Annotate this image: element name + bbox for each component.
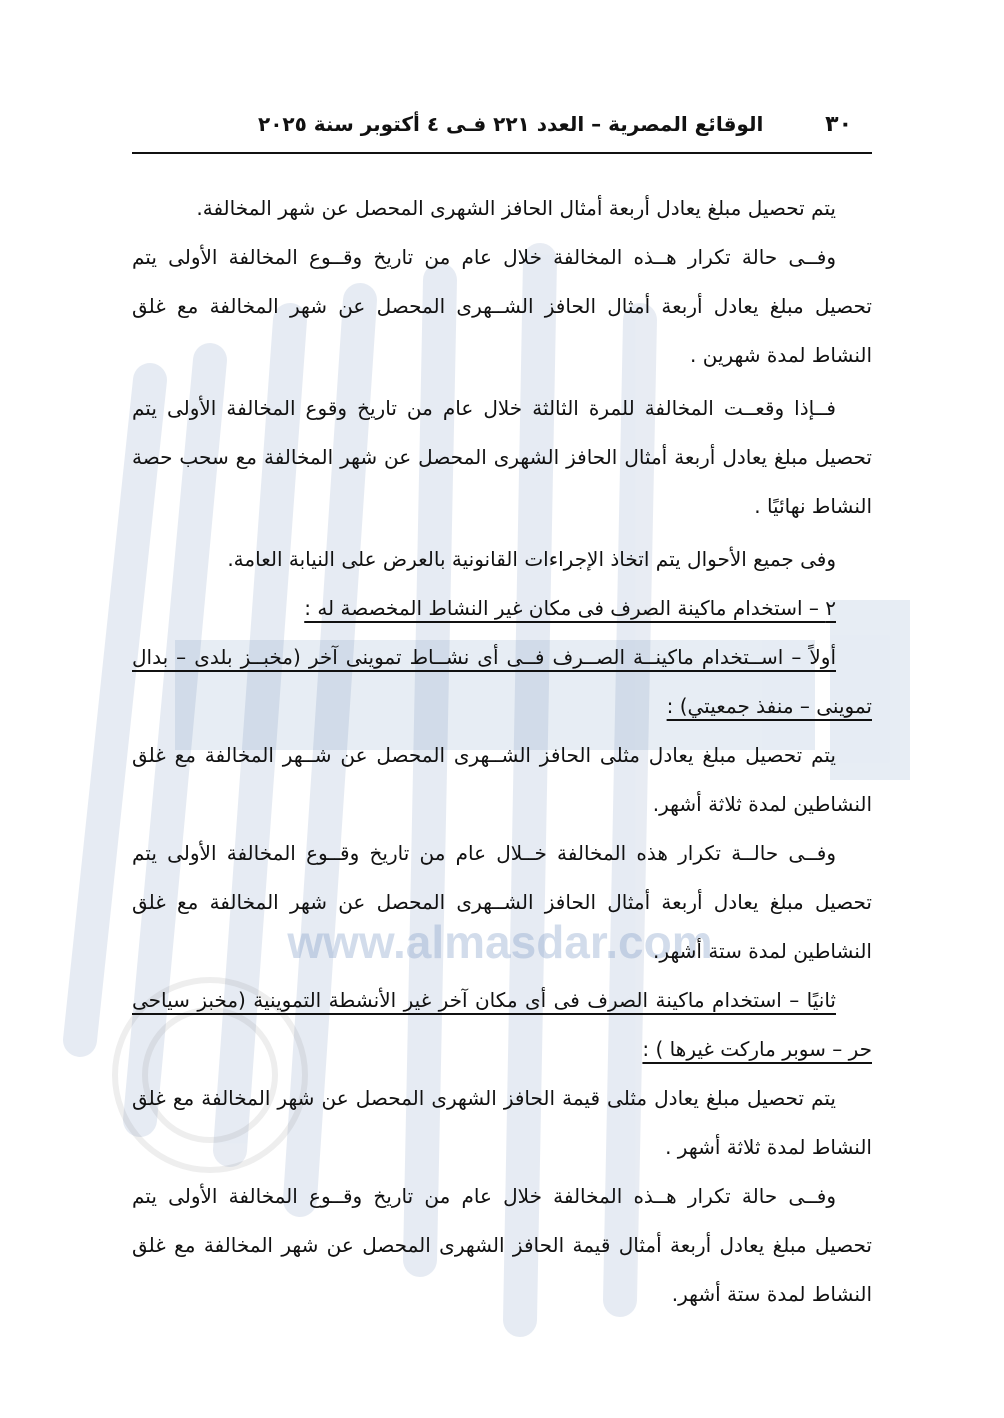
paragraph: يتم تحصيل مبلغ يعادل مثلى قيمة الحافز الشهرى المحصل عن شهر المخالفة مع غلق النشاط لمدة ثلاثة أشهر . <box>132 1086 872 1159</box>
paragraph: وفــى حالة تكرار هــذه المخالفة خلال عام من تاريخ وقــوع المخالفة الأولى يتم تحصيل مبلغ يعادل أربعة أمثال قيمة الحافز الشهرى المحصل عن شهر المخالفة مع غلق النشاط لمدة ستة أشهر. <box>132 1184 872 1306</box>
page-number: ٣٠ <box>825 112 852 137</box>
paragraph: وفى جميع الأحوال يتم اتخاذ الإجراءات القانونية بالعرض على النيابة العامة. <box>227 547 836 571</box>
paragraph: فــإذا وقعــت المخالفة للمرة الثالثة خلال عام من تاريخ وقوع المخالفة الأولى يتم تحصيل مبلغ يعادل أربعة أمثال الحافز الشهرى المحصل عن شهر المخالفة مع سحب حصة النشاط نهائيًا . <box>132 396 872 518</box>
subsection-heading: ثانيًا – استخدام ماكينة الصرف فى أى مكان آخر غير الأنشطة التموينية (مخبز سياحى حر – سوبر ماركت غيرها ) : <box>132 988 872 1061</box>
document-page <box>132 112 872 1319</box>
paragraph: يتم تحصيل مبلغ يعادل أربعة أمثال الحافز الشهرى المحصل عن شهر المخالفة. <box>196 196 836 220</box>
document-body <box>132 184 872 1319</box>
paragraph: وفــى حالــة تكرار هذه المخالفة خــلال عام من تاريخ وقــوع المخالفة الأولى يتم تحصيل مبلغ يعادل أربعة أمثال الحافز الشــهرى المحصل عن شهر المخالفة مع غلق النشاطين لمدة ستة أشهر. <box>132 841 872 963</box>
paragraph: يتم تحصيل مبلغ يعادل مثلى الحافز الشــهرى المحصل عن شــهر المخالفة مع غلق النشاطين لمدة ثلاثة أشهر. <box>132 743 872 816</box>
paragraph: وفــى حالة تكرار هــذه المخالفة خلال عام من تاريخ وقــوع المخالفة الأولى يتم تحصيل مبلغ يعادل أربعة أمثال الحافز الشــهرى المحصل عن شهر المخالفة مع غلق النشاط لمدة شهرين . <box>132 245 872 367</box>
section-heading: ٢ – استخدام ماكينة الصرف فى مكان غير النشاط المخصصة له : <box>304 596 836 620</box>
watermark-url: www.almasdar.com <box>287 916 713 968</box>
subsection-heading: أولاً – اســتخدام ماكينــة الصــرف فــى أى نشــاط تموينى آخر (مخبــز بلدى – بدال تموينى – منفذ جمعيتي) : <box>132 645 872 718</box>
page-header <box>132 112 872 154</box>
header-title: الوقائع المصرية – العدد ٢٢١ فـى ٤ أكتوبر سنة ٢٠٢٥ <box>258 112 764 136</box>
